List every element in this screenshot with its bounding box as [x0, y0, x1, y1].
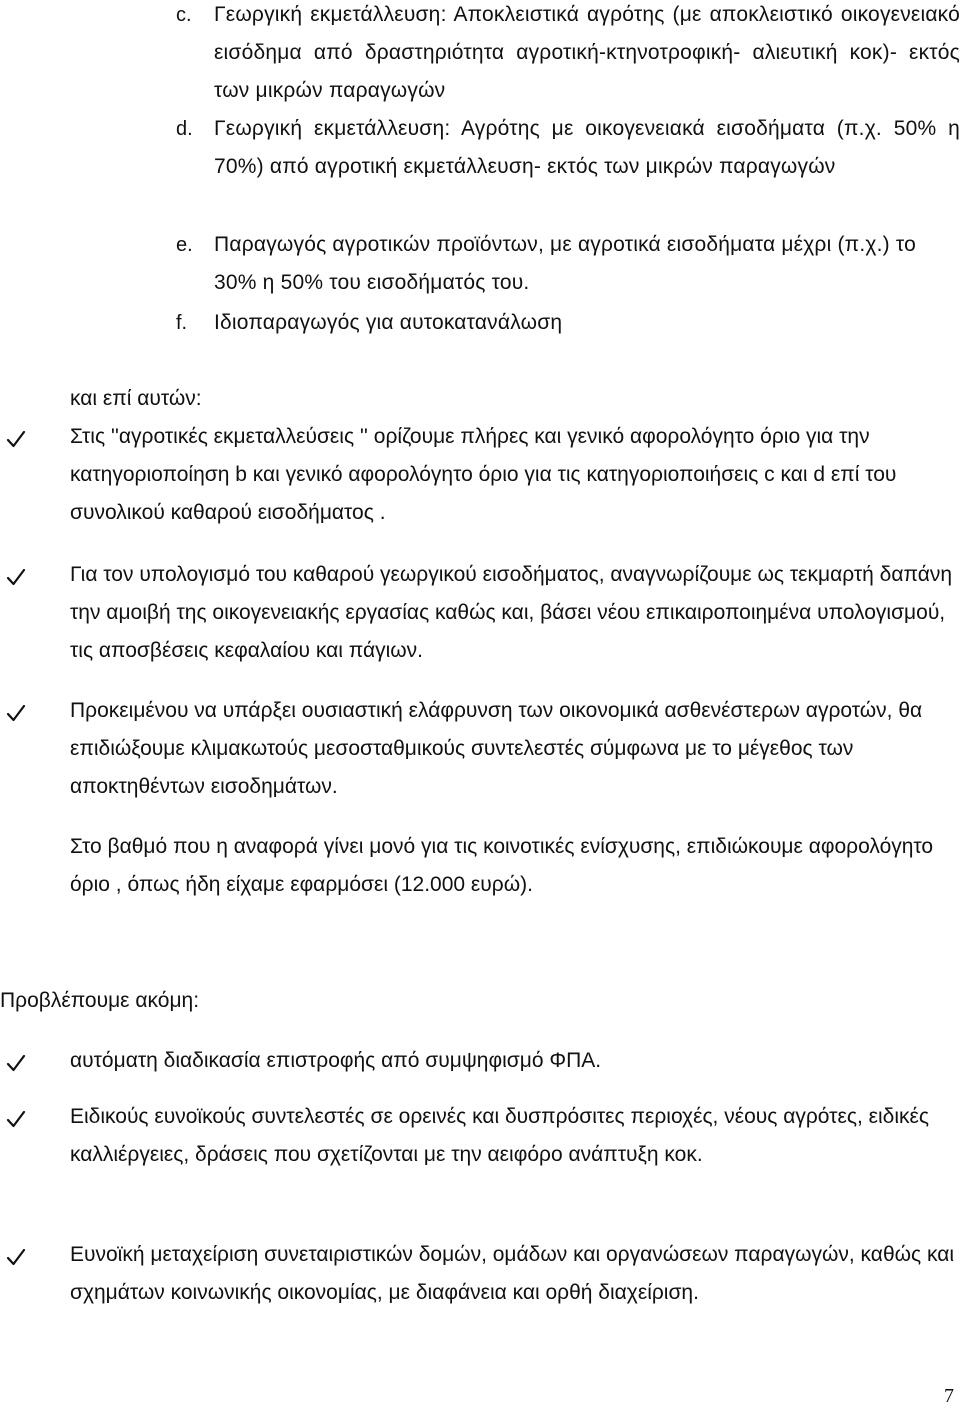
sub-item-text-f: Ιδιοπαραγωγός για αυτοκατανάλωση: [214, 311, 563, 334]
bullet-item: [6, 1042, 958, 1082]
checkmark-icon: [6, 1247, 26, 1267]
section-heading: Προβλέπουμε ακόμη:: [0, 989, 200, 1012]
bullet-item: [6, 418, 958, 538]
sub-item-text-e: Παραγωγός αγροτικών προϊόντων, με αγροτικά εισοδήματα μέχρι (π.χ.) το 30% η 50% του εισοδήματός του.: [214, 233, 916, 294]
bullet-item: [6, 556, 958, 676]
sub-item-letter-c: c.: [176, 4, 192, 26]
bullet-text: Ευνοϊκή μεταχείριση συνεταιριστικών δομών, ομάδων και οργανώσεων παραγωγών, καθώς και σχημάτων κοινωνικής οικονομίας, με διαφάνεια και ορθή διαχείριση.: [70, 1243, 955, 1304]
checkmark-icon: [6, 429, 26, 449]
sub-item-text-d: Γεωργική εκμετάλλευση: Αγρότης με οικογενειακά εισοδήματα (π.χ. 50% η 70%) από αγροτική εκμετάλλευση- εκτός των μικρών παραγωγών: [214, 117, 960, 178]
bullet-text: Για τον υπολογισμό του καθαρού γεωργικού εισοδήματος, αναγνωρίζουμε ως τεκμαρτή δαπάνη την αμοιβή της οικογενειακής εργασίας καθώς και, βάσει νέου επικαιροποιημένα υπολογισμού, τις αποσβέσεις κεφαλαίου και πάγιων.: [70, 563, 953, 662]
checkmark-icon: [6, 1053, 26, 1073]
checkmark-icon: [6, 1109, 26, 1129]
sub-item-text-c: Γεωργική εκμετάλλευση: Αποκλειστικά αγρότης (με αποκλειστικό οικογενειακό εισόδημα από δραστηριότητα αγροτική-κτηνοτροφική- αλιευτική κοκ)- εκτός των μικρών παραγωγών: [214, 3, 960, 102]
bullet-item: [6, 692, 958, 812]
sub-item-letter-f: f.: [176, 312, 188, 334]
checkmark-icon: [6, 703, 26, 723]
bullet-text: Στις ''αγροτικές εκμεταλλεύσεις '' ορίζουμε πλήρες και γενικό αφορολόγητο όριο για την κατηγοριοποίηση b και γενικό αφορολόγητο όριο για τις κατηγοριοποιήσεις c και d επί του συνολικού καθαρού εισοδήματος .: [70, 425, 897, 524]
checkmark-icon: [6, 567, 26, 587]
bullet-text: αυτόματη διαδικασία επιστροφής από συμψηφισμό ΦΠΑ.: [70, 1049, 602, 1072]
bullet-item: [6, 1098, 958, 1218]
sub-item-letter-d: d.: [176, 118, 193, 140]
sub-item-letter-e: e.: [176, 234, 193, 256]
bullet-item: [6, 1236, 958, 1356]
page-number: 7: [944, 1385, 954, 1407]
note-paragraph: Στο βαθμό που η αναφορά γίνει μονό για τις κοινοτικές ενίσχυσης, επιδιώκουμε αφορολόγητο όριο , όπως ήδη είχαμε εφαρμόσει (12.000 ευρώ).: [70, 835, 934, 896]
intro-text: και επί αυτών:: [70, 387, 202, 410]
bullet-text: Ειδικούς ευνοϊκούς συντελεστές σε ορεινές και δυσπρόσιτες περιοχές, νέους αγρότες, ειδικές καλλιέργειες, δράσεις που σχετίζονται με την αειφόρο ανάπτυξη κοκ.: [70, 1105, 929, 1166]
bullet-text: Προκειμένου να υπάρξει ουσιαστική ελάφρυνση των οικονομικά ασθενέστερων αγροτών, θα επιδιώξουμε κλιμακωτούς μεσοσταθμικούς συντελεστές σύμφωνα με το μέγεθος των αποκτηθέντων εισοδημάτων.: [70, 699, 923, 798]
